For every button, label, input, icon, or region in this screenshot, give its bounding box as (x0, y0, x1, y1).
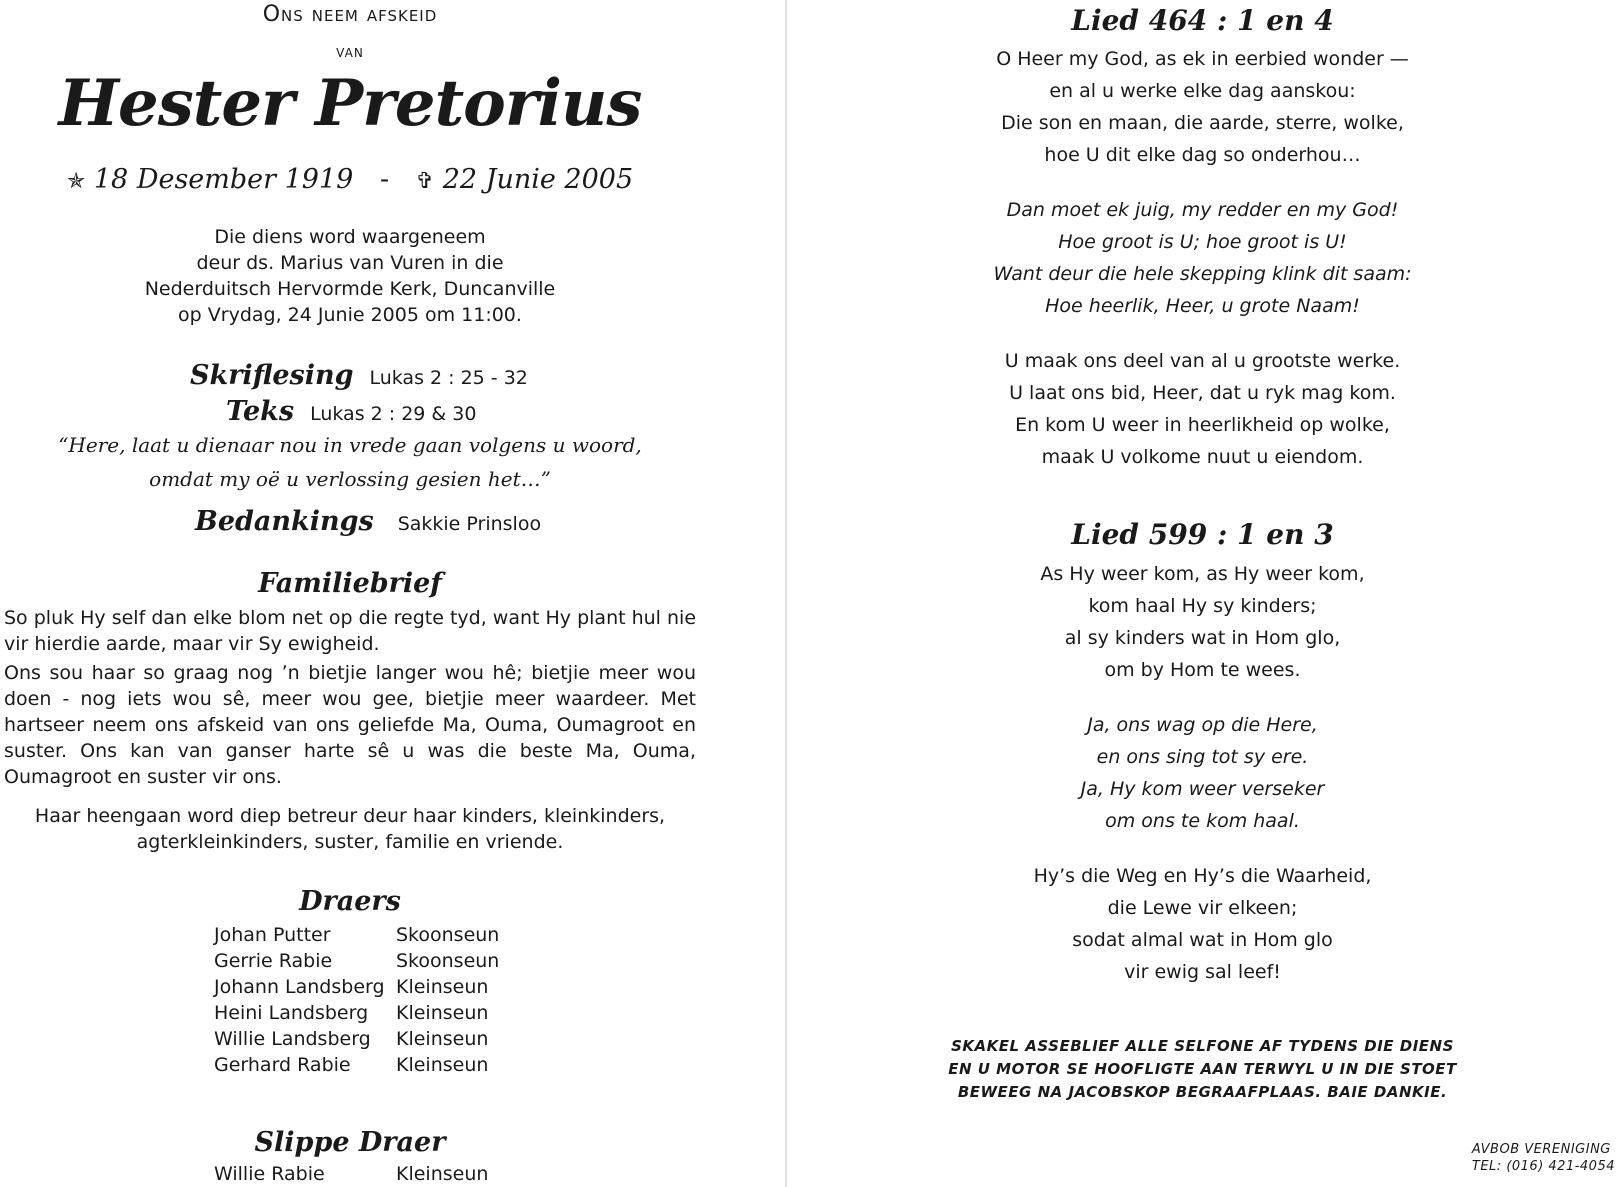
reading-reference: Lukas 2 : 25 - 32 (369, 367, 528, 389)
left-page (0, 0, 786, 1187)
verse-line: Die son en maan, die aarde, sterre, wolke, (1001, 112, 1404, 134)
hymn-1-chorus (786, 194, 1619, 322)
verse-line: die Lewe vir elkeen; (1107, 897, 1298, 919)
hymn-2-title: Lied 599 : 1 en 3 (1071, 518, 1334, 551)
scripture-quote (0, 428, 700, 496)
thanks-name: Sakkie Prinsloo (397, 513, 542, 535)
bearers-list (214, 922, 544, 1082)
bearer-name: Willie Landsberg (214, 1028, 371, 1050)
verse-line: Ja, Hy kom weer verseker (1080, 778, 1325, 800)
life-dates (0, 164, 700, 195)
deceased-name: Hester Pretorius (58, 66, 642, 141)
bearer-relation: Skoonseun (396, 950, 500, 972)
verse-line: en al u werke elke dag aanskou: (1049, 80, 1356, 102)
bearer-relation: Skoonseun (396, 924, 500, 946)
slip-bearer-relation: Kleinseun (396, 1163, 489, 1185)
hymn-1-verse-4 (786, 345, 1619, 473)
bearer-relation: Kleinseun (396, 1002, 489, 1024)
verse-line: al sy kinders wat in Hom glo, (1064, 627, 1341, 649)
mourners-line: Haar heengaan word diep betreur deur haar kinders, kleinkinders, (34, 805, 666, 827)
text-reference: Lukas 2 : 29 & 30 (310, 403, 477, 425)
hymn-2-verse-1 (786, 558, 1619, 686)
bearer-name: Gerhard Rabie (214, 1054, 351, 1076)
reading-row (190, 360, 528, 391)
verse-line: om ons te kom haal. (1105, 810, 1300, 832)
thanks-row (195, 506, 541, 537)
farewell-heading: Ons neem afskeid (262, 2, 438, 27)
funeral-company (1472, 1141, 1615, 1175)
notice-line: BEWEEG NA JACOBSKOP BEGRAAFPLAAS. BAIE DANKIE. (957, 1083, 1448, 1101)
verse-line: As Hy weer kom, as Hy weer kom, (1040, 563, 1365, 585)
letter-paragraph-2: Ons sou haar so graag nog ʼn bietjie langer wou hê; bietjie meer wou doen - nog iets wou sê, meer wou gee, bietjie meer waardeer. Met hartseer neem ons afskeid van ons geliefde Ma, Ouma, Oumagroot en suster. Ons kan van ganser harte sê u was die beste Ma, Ouma, Oumagroot en suster vir ons. (4, 662, 696, 788)
verse-line: Want deur die hele skepping klink dit saam: (993, 263, 1412, 285)
company-phone: TEL: (016) 421-4054 (1471, 1159, 1615, 1174)
letter-paragraph-1: So pluk Hy self dan elke blom net op die regte tyd, want Hy plant hul nie vir hierdie aarde, maar vir Sy ewigheid. (4, 607, 697, 655)
bearers-title: Draers (299, 886, 401, 917)
bearer-name: Johann Landsberg (214, 976, 385, 998)
star-icon: ✯ (66, 169, 86, 194)
text-row (226, 396, 476, 427)
quote-line: omdat my oë u verlossing gesien het…” (149, 467, 551, 491)
company-name: AVBOB VERENIGING (1471, 1142, 1611, 1157)
death-date: 22 Junie 2005 (442, 164, 634, 195)
bearer-relation: Kleinseun (396, 1028, 489, 1050)
verse-line: Ja, ons wag op die Here, (1087, 714, 1318, 736)
verse-line: Dan moet ek juig, my redder en my God! (1006, 199, 1399, 221)
cellphone-notice (786, 1035, 1619, 1104)
birth-date: 18 Desember 1919 (93, 164, 354, 195)
verse-line: En kom U weer in heerlikheid op wolke, (1015, 414, 1390, 436)
hymn-1-title: Lied 464 : 1 en 4 (1071, 4, 1334, 37)
thanks-label: Bedankings (195, 506, 374, 537)
notice-line: EN U MOTOR SE HOOFLIGTE AAN TERWYL U IN DIE STOET (948, 1060, 1457, 1078)
right-page (786, 0, 1619, 1187)
mourners-text (0, 803, 700, 855)
verse-line: U maak ons deel van al u grootste werke. (1004, 350, 1401, 372)
cross-icon: ✞ (415, 169, 435, 194)
slip-bearer (214, 1161, 544, 1187)
bearer-relation: Kleinseun (396, 976, 489, 998)
date-dash: - (379, 164, 390, 195)
verse-line: O Heer my God, as ek in eerbied wonder — (996, 48, 1409, 70)
verse-line: maak U volkome nuut u eiendom. (1041, 446, 1364, 468)
verse-line: vir ewig sal leef! (1124, 961, 1281, 983)
service-line: Nederduitsch Hervormde Kerk, Duncanville (144, 278, 556, 300)
reading-label: Skriflesing (190, 360, 354, 391)
verse-line: kom haal Hy sy kinders; (1088, 595, 1317, 617)
text-label: Teks (226, 396, 295, 427)
bearer-name: Johan Putter (214, 924, 331, 946)
hymn-2-verse-3 (786, 860, 1619, 988)
quote-line: “Here, laat u dienaar nou in vrede gaan volgens u woord, (58, 433, 642, 457)
verse-line: Hoe groot is U; hoe groot is U! (1058, 231, 1347, 253)
notice-line: SKAKEL ASSEBLIEF ALLE SELFONE AF TYDENS DIE DIENS (951, 1037, 1454, 1055)
slip-bearer-title: Slippe Draer (254, 1127, 446, 1158)
verse-line: hoe U dit elke dag so onderhou… (1044, 144, 1361, 166)
service-line: op Vrydag, 24 Junie 2005 om 11:00. (178, 304, 522, 326)
bearer-name: Gerrie Rabie (214, 950, 333, 972)
verse-line: sodat almal wat in Hom glo (1072, 929, 1333, 951)
verse-line: Hoe heerlik, Heer, u grote Naam! (1045, 295, 1360, 317)
letter-title: Familiebrief (258, 568, 442, 599)
verse-line: om by Hom te wees. (1104, 659, 1301, 681)
verse-line: Hy’s die Weg en Hy’s die Waarheid, (1033, 865, 1372, 887)
hymn-2-chorus (786, 709, 1619, 837)
service-details (0, 224, 700, 328)
bearer-name: Heini Landsberg (214, 1002, 369, 1024)
farewell-heading-van: van (336, 42, 364, 62)
service-line: deur ds. Marius van Vuren in die (196, 252, 504, 274)
mourners-line: agterkleinkinders, suster, familie en vriende. (136, 831, 564, 853)
bearer-relation: Kleinseun (396, 1054, 489, 1076)
service-line: Die diens word waargeneem (214, 226, 486, 248)
verse-line: U laat ons bid, Heer, dat u ryk mag kom. (1009, 382, 1396, 404)
slip-bearer-name: Willie Rabie (214, 1163, 325, 1185)
verse-line: en ons sing tot sy ere. (1096, 746, 1309, 768)
hymn-1-verse-1 (786, 43, 1619, 171)
